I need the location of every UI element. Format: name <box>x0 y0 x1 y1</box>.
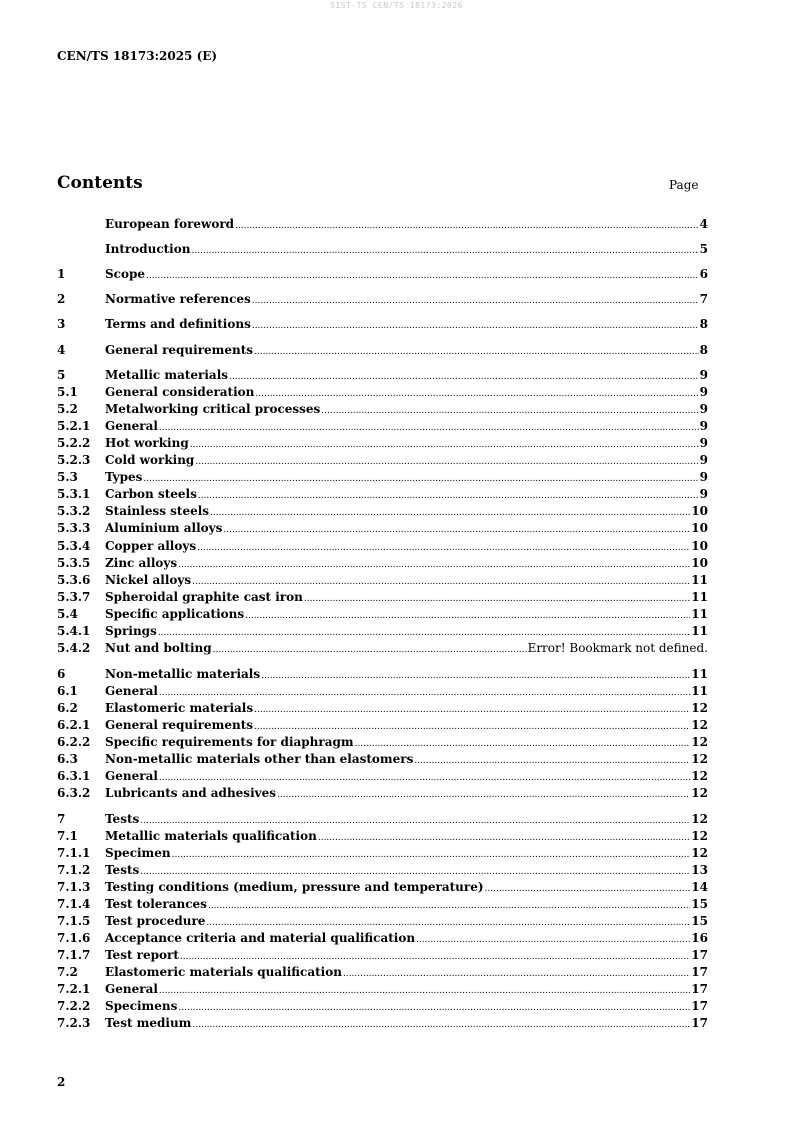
toc-entry-page: 12 <box>691 829 708 843</box>
toc-entry-title: Scope <box>105 267 146 281</box>
toc-dot-leader <box>355 736 691 752</box>
toc-dot-leader <box>343 966 690 982</box>
toc-entry-title: Specific requirements for diaphragm <box>105 735 354 749</box>
toc-entry-title: Springs <box>105 624 157 638</box>
toc-dot-leader <box>158 625 690 641</box>
toc-heading: Contents <box>57 173 143 193</box>
toc-entry-title: Hot working <box>105 436 189 450</box>
toc-entry-page: 12 <box>691 735 708 749</box>
toc-entry-number: 6.3.2 <box>57 786 91 800</box>
toc-entry-page: 9 <box>699 385 708 399</box>
toc-entry[interactable] <box>57 418 708 434</box>
toc-dot-leader <box>254 344 699 360</box>
toc-entry[interactable] <box>57 828 708 844</box>
toc-entry[interactable] <box>57 623 708 639</box>
toc-entry-page: 11 <box>691 573 708 587</box>
toc-dot-leader <box>277 787 690 803</box>
toc-entry[interactable] <box>57 998 708 1014</box>
toc-entry-page: 17 <box>691 999 708 1013</box>
document-id: CEN/TS 18173:2025 (E) <box>57 49 218 63</box>
toc-entry-page: 9 <box>699 436 708 450</box>
toc-dot-leader <box>159 770 690 786</box>
toc-entry-page: 15 <box>691 897 708 911</box>
toc-entry[interactable] <box>57 683 708 699</box>
toc-entry-number: 5.3 <box>57 470 78 484</box>
toc-entry-page: 5 <box>699 242 708 256</box>
toc-entry[interactable] <box>57 947 708 963</box>
toc-entry-page: 17 <box>691 982 708 996</box>
toc-entry-title: Test procedure <box>105 914 206 928</box>
toc-entry-page: 11 <box>691 590 708 604</box>
toc-entry[interactable] <box>57 981 708 997</box>
toc-entry-number: 6.2.2 <box>57 735 91 749</box>
toc-entry-number: 4 <box>57 343 66 357</box>
toc-entry-title: Metallic materials qualification <box>105 829 317 843</box>
toc-entry-title: Elastomeric materials <box>105 701 254 715</box>
toc-dot-leader <box>159 685 690 701</box>
toc-dot-leader <box>197 540 690 556</box>
toc-entry-number: 6.3.1 <box>57 769 91 783</box>
toc-entry-page: 10 <box>691 556 708 570</box>
toc-entry-title: Tests <box>105 863 140 877</box>
toc-entry-title: Types <box>105 470 143 484</box>
toc-entry-number: 7.1.7 <box>57 948 91 962</box>
toc-entry[interactable] <box>57 435 708 451</box>
toc-entry-number: 1 <box>57 267 66 281</box>
toc-entry-page: 11 <box>691 684 708 698</box>
toc-entry-number: 6.1 <box>57 684 78 698</box>
toc-dot-leader <box>143 471 698 487</box>
toc-entry-title: Spheroidal graphite cast iron <box>105 590 303 604</box>
toc-entry-page: 8 <box>699 317 708 331</box>
toc-dot-leader <box>235 218 699 234</box>
toc-entry-title: Normative references <box>105 292 251 306</box>
toc-dot-leader <box>416 932 690 948</box>
page-column-label: Page <box>669 178 699 192</box>
toc-entry[interactable] <box>57 241 708 257</box>
toc-dot-leader <box>261 668 690 684</box>
toc-entry-page: 14 <box>691 880 708 894</box>
toc-entry-page: 9 <box>699 487 708 501</box>
toc-dot-leader <box>159 420 699 436</box>
toc-dot-leader <box>198 488 699 504</box>
toc-entry-page: 12 <box>691 786 708 800</box>
toc-entry-page: 10 <box>691 504 708 518</box>
toc-entry[interactable] <box>57 768 708 784</box>
toc-entry-title: General <box>105 684 158 698</box>
toc-entry-title: Nut and bolting <box>105 641 212 655</box>
toc-dot-leader <box>178 1000 690 1016</box>
toc-dot-leader <box>210 505 690 521</box>
toc-entry-title: Lubricants and adhesives <box>105 786 276 800</box>
toc-entry-title: Non-metallic materials other than elastomers <box>105 752 414 766</box>
toc-entry-page: 11 <box>691 624 708 638</box>
toc-entry-number: 5 <box>57 368 66 382</box>
toc-dot-leader <box>140 864 690 880</box>
toc-entry-number: 7.1 <box>57 829 78 843</box>
toc-entry-number: 6.3 <box>57 752 78 766</box>
toc-entry-number: 6 <box>57 667 66 681</box>
toc-entry-title: European foreword <box>105 217 235 231</box>
toc-dot-leader <box>229 369 699 385</box>
toc-dot-leader <box>172 847 691 863</box>
toc-dot-leader <box>255 386 698 402</box>
toc-dot-leader <box>159 983 690 999</box>
toc-entry-number: 2 <box>57 292 66 306</box>
toc-entry-number: 5.3.4 <box>57 539 91 553</box>
toc-dot-leader <box>414 753 690 769</box>
toc-entry-title: Test report <box>105 948 179 962</box>
toc-dot-leader <box>190 437 699 453</box>
toc-dot-leader <box>254 719 690 735</box>
toc-entry-number: 5.3.6 <box>57 573 91 587</box>
toc-entry-number: 6.2.1 <box>57 718 91 732</box>
toc-entry[interactable] <box>57 913 708 929</box>
toc-entry-page: 9 <box>699 470 708 484</box>
toc-entry-page: 12 <box>691 769 708 783</box>
toc-entry-page: 16 <box>691 931 708 945</box>
toc-entry-page: 9 <box>699 368 708 382</box>
toc-entry[interactable] <box>57 291 708 307</box>
toc-entry-page: 8 <box>699 343 708 357</box>
toc-entry-title: Testing conditions (medium, pressure and temperature) <box>105 880 484 894</box>
toc-entry-page: Error! Bookmark not defined. <box>527 641 708 655</box>
toc-entry-number: 7 <box>57 812 66 826</box>
toc-entry[interactable] <box>57 384 708 400</box>
toc-entry[interactable] <box>57 879 708 895</box>
toc-entry-number: 7.1.6 <box>57 931 91 945</box>
toc-entry[interactable] <box>57 266 708 282</box>
toc-entry-number: 7.1.2 <box>57 863 91 877</box>
toc-entry-page: 11 <box>691 607 708 621</box>
toc-entry-number: 5.3.2 <box>57 504 91 518</box>
toc-entry-number: 7.2.3 <box>57 1016 91 1030</box>
toc-entry-number: 5.4.2 <box>57 641 91 655</box>
toc-entry[interactable] <box>57 717 708 733</box>
toc-dot-leader <box>178 557 690 573</box>
toc-entry-number: 5.2.2 <box>57 436 91 450</box>
toc-entry-page: 12 <box>691 812 708 826</box>
toc-entry-page: 12 <box>691 846 708 860</box>
toc-dot-leader <box>195 454 698 470</box>
toc-entry-number: 5.4 <box>57 607 78 621</box>
toc-entry-title: Terms and definitions <box>105 317 251 331</box>
page-number: 2 <box>57 1075 66 1089</box>
toc-dot-leader <box>252 293 699 309</box>
toc-entry-number: 5.4.1 <box>57 624 91 638</box>
toc-entry-page: 11 <box>691 667 708 681</box>
toc-dot-leader <box>318 830 690 846</box>
toc-entry-title: Acceptance criteria and material qualification <box>105 931 416 945</box>
toc-entry-title: Metallic materials <box>105 368 229 382</box>
toc-entry[interactable] <box>57 896 708 912</box>
toc-entry-title: Test tolerances <box>105 897 207 911</box>
toc-entry-page: 17 <box>691 948 708 962</box>
toc-dot-leader <box>192 574 690 590</box>
toc-entry-number: 7.1.5 <box>57 914 91 928</box>
toc-dot-leader <box>146 268 699 284</box>
toc-entry-number: 7.2.2 <box>57 999 91 1013</box>
watermark: SIST-TS CEN/TS 18173:2026 <box>330 1 463 10</box>
toc-entry-title: Elastomeric materials qualification <box>105 965 342 979</box>
toc-entry-title: Zinc alloys <box>105 556 178 570</box>
toc-entry-title: Specimen <box>105 846 171 860</box>
toc-entry-number: 5.2.1 <box>57 419 91 433</box>
toc-entry[interactable] <box>57 572 708 588</box>
toc-entry-title: Specific applications <box>105 607 245 621</box>
toc-entry-page: 9 <box>699 402 708 416</box>
toc-entry[interactable] <box>57 216 708 232</box>
toc-entry-title: Introduction <box>105 242 191 256</box>
toc-entry-title: General <box>105 419 158 433</box>
toc-entry-title: General <box>105 769 158 783</box>
toc-entry-title: Aluminium alloys <box>105 521 223 535</box>
toc-entry-page: 10 <box>691 521 708 535</box>
toc-entry[interactable] <box>57 964 708 980</box>
toc-entry-number: 5.2.3 <box>57 453 91 467</box>
toc-entry-number: 7.2.1 <box>57 982 91 996</box>
toc-entry[interactable] <box>57 811 708 827</box>
toc-entry-number: 7.1.1 <box>57 846 91 860</box>
toc-entry-title: Tests <box>105 812 140 826</box>
toc-entry[interactable] <box>57 367 708 383</box>
toc-entry[interactable] <box>57 930 708 946</box>
toc-entry-page: 12 <box>691 718 708 732</box>
toc-entry[interactable] <box>57 606 708 622</box>
toc-entry-number: 5.1 <box>57 385 78 399</box>
toc-entry-page: 12 <box>691 701 708 715</box>
toc-entry-title: Nickel alloys <box>105 573 192 587</box>
toc-entry-title: Metalworking critical processes <box>105 402 321 416</box>
toc-dot-leader <box>252 318 699 334</box>
toc-dot-leader <box>206 915 690 931</box>
toc-entry[interactable] <box>57 452 708 468</box>
toc-entry[interactable] <box>57 734 708 750</box>
toc-dot-leader <box>140 813 690 829</box>
toc-entry[interactable] <box>57 401 708 417</box>
toc-entry[interactable] <box>57 520 708 536</box>
toc-entry-title: Specimens <box>105 999 178 1013</box>
toc-entry[interactable] <box>57 751 708 767</box>
toc-entry[interactable] <box>57 486 708 502</box>
toc-entry[interactable] <box>57 503 708 519</box>
toc-entry-number: 3 <box>57 317 66 331</box>
toc-entry[interactable] <box>57 555 708 571</box>
toc-entry-number: 5.3.7 <box>57 590 91 604</box>
toc-entry-title: Non-metallic materials <box>105 667 261 681</box>
toc-entry-page: 9 <box>699 453 708 467</box>
toc-dot-leader <box>191 243 698 259</box>
toc-dot-leader <box>208 898 690 914</box>
toc-entry[interactable] <box>57 469 708 485</box>
toc-entry[interactable] <box>57 1015 708 1031</box>
toc-entry-title: General consideration <box>105 385 255 399</box>
toc-entry[interactable] <box>57 589 708 605</box>
toc-entry[interactable] <box>57 862 708 878</box>
toc-dot-leader <box>321 403 698 419</box>
toc-entry-title: General requirements <box>105 718 254 732</box>
toc-entry-title: Stainless steels <box>105 504 210 518</box>
toc-entry-page: 9 <box>699 419 708 433</box>
toc-entry-number: 7.1.4 <box>57 897 91 911</box>
toc-entry-page: 4 <box>699 217 708 231</box>
toc-entry-number: 5.3.5 <box>57 556 91 570</box>
toc-dot-leader <box>254 702 690 718</box>
toc-entry-title: Carbon steels <box>105 487 197 501</box>
toc-entry[interactable] <box>57 316 708 332</box>
toc-entry-page: 15 <box>691 914 708 928</box>
toc-entry-page: 12 <box>691 752 708 766</box>
toc-entry[interactable] <box>57 640 708 656</box>
toc-dot-leader <box>304 591 690 607</box>
toc-dot-leader <box>223 522 690 538</box>
toc-entry[interactable] <box>57 538 708 554</box>
toc-entry-page: 17 <box>691 965 708 979</box>
toc-entry-number: 5.2 <box>57 402 78 416</box>
toc-entry-number: 6.2 <box>57 701 78 715</box>
toc-entry-page: 13 <box>691 863 708 877</box>
toc-entry-title: Cold working <box>105 453 195 467</box>
toc-entry-page: 17 <box>691 1016 708 1030</box>
toc-entry-page: 10 <box>691 539 708 553</box>
toc-entry-title: Copper alloys <box>105 539 197 553</box>
toc-entry-number: 5.3.1 <box>57 487 91 501</box>
toc-entry-title: General <box>105 982 158 996</box>
toc-dot-leader <box>485 881 691 897</box>
toc-entry-title: Test medium <box>105 1016 192 1030</box>
toc-entry-number: 7.1.3 <box>57 880 91 894</box>
toc-entry[interactable] <box>57 845 708 861</box>
toc-dot-leader <box>213 642 527 658</box>
toc-entry-page: 7 <box>699 292 708 306</box>
toc-entry-number: 5.3.3 <box>57 521 91 535</box>
toc-entry-page: 6 <box>699 267 708 281</box>
toc-entry-title: General requirements <box>105 343 254 357</box>
toc-entry[interactable] <box>57 785 708 801</box>
toc-dot-leader <box>192 1017 690 1033</box>
toc-dot-leader <box>245 608 690 624</box>
toc-entry[interactable] <box>57 342 708 358</box>
toc-entry-number: 7.2 <box>57 965 78 979</box>
toc-entry[interactable] <box>57 700 708 716</box>
toc-dot-leader <box>180 949 690 965</box>
toc-entry[interactable] <box>57 666 708 682</box>
